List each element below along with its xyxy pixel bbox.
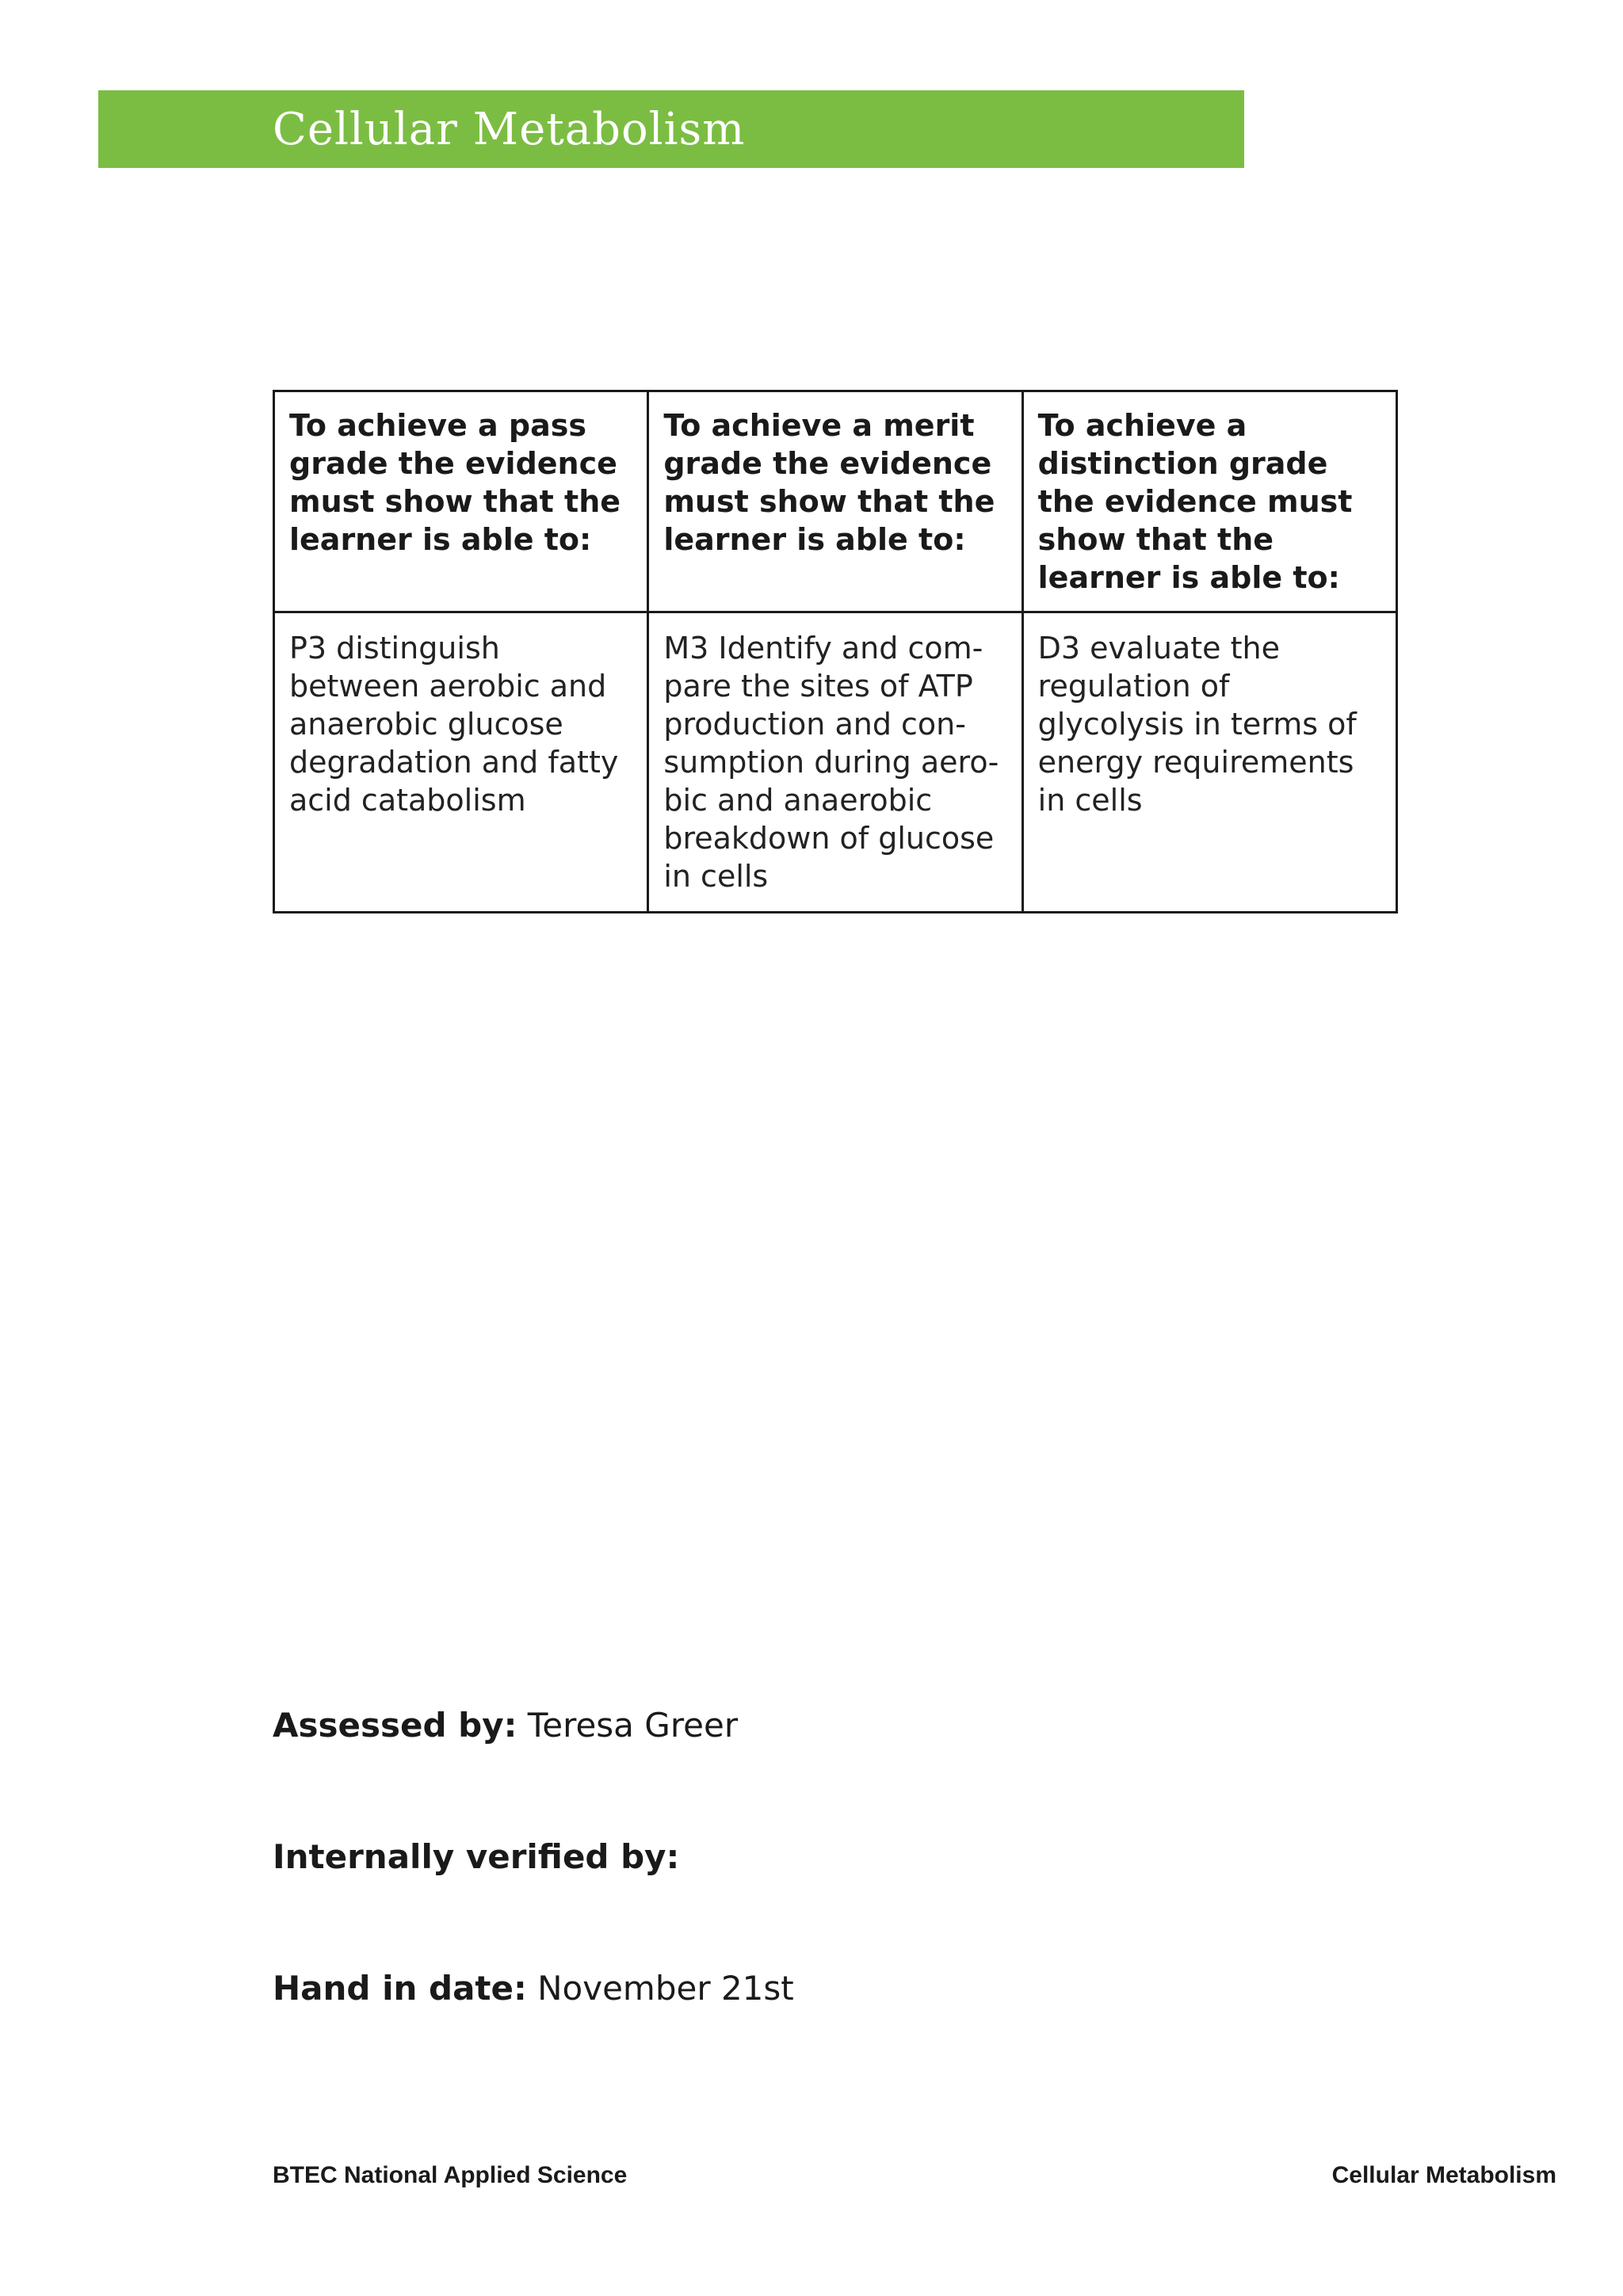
hand-in-date-label: Hand in date: <box>273 1969 527 2008</box>
internally-verified-label: Internally verified by: <box>273 1837 680 1876</box>
header-distinction: To achieve a distinction grade the evidence must show that the learner is able to: <box>1022 391 1396 612</box>
footer-unit-name: Cellular Metabolism <box>1331 2162 1556 2188</box>
cell-distinction-criterion: D3 evaluate the regulation of glycolysis in terms of energy requirements in cells <box>1022 612 1396 913</box>
assessed-by-value: Teresa Greer <box>517 1706 739 1745</box>
cell-merit-criterion: M3 Identify and compare the sites of ATP production and consumption during aerobic and anaerobic breakdown of glucose in cells <box>648 612 1022 913</box>
table-row <box>274 612 1397 913</box>
assessed-by-label: Assessed by: <box>273 1706 517 1745</box>
title-banner <box>98 90 1244 168</box>
internally-verified-field <box>273 1836 679 1878</box>
hand-in-date-field <box>273 1968 794 2009</box>
cell-pass-criterion: P3 distinguish between aerobic and anaerobic glucose degradation and fatty acid catabolism <box>274 612 648 913</box>
page-title: Cellular Metabolism <box>273 103 746 155</box>
header-merit: To achieve a merit grade the evidence must show that the learner is able to: <box>648 391 1022 612</box>
assessed-by-field <box>273 1705 738 1746</box>
grading-criteria-table <box>273 390 1398 913</box>
footer-course-name: BTEC National Applied Science <box>273 2162 628 2188</box>
table-header-row <box>274 391 1397 612</box>
hand-in-date-value: November 21st <box>526 1969 794 2008</box>
header-pass: To achieve a pass grade the evidence must show that the learner is able to: <box>274 391 648 612</box>
